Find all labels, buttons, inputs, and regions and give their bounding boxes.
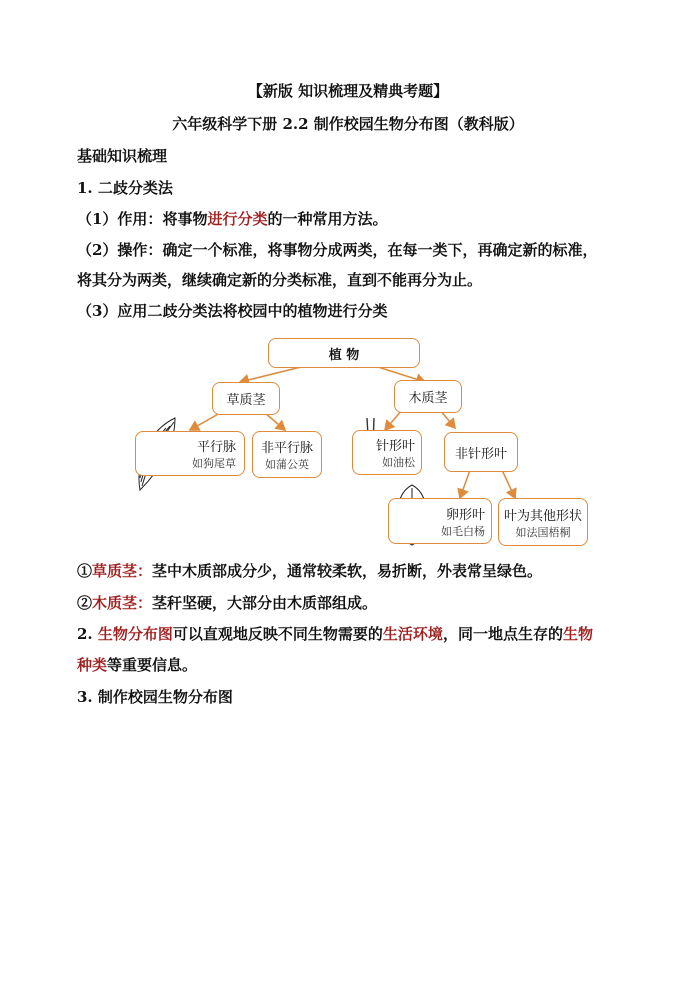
- nonparallel-example: 如蒲公英: [265, 458, 309, 471]
- node-needle-leaf: [352, 430, 422, 475]
- item1-p2-line2: 将其分为两类，继续确定新的分类标准，直到不能再分为止。: [77, 271, 483, 289]
- nonparallel-label: 非平行脉: [260, 441, 313, 456]
- node-woody-stem: 木质茎: [394, 380, 462, 413]
- note2-text: 茎秆坚硬，大部分由木质部组成。: [152, 594, 378, 612]
- item2-line1: [77, 623, 593, 644]
- item2-term1: 生物分布图: [97, 625, 173, 643]
- item2-text2: ，同一地点生存的: [442, 625, 563, 643]
- item2-text3: 等重要信息。: [107, 656, 198, 674]
- node-other-shape-leaf: [498, 498, 588, 546]
- item2-number: 2.: [77, 625, 98, 643]
- ovate-example: 如毛白杨: [441, 524, 485, 538]
- note2-term: 木质茎：: [92, 594, 153, 612]
- parallel-example: 如狗尾草: [192, 457, 236, 470]
- item2-text1: 可以直观地反映不同生物需要的: [172, 625, 383, 643]
- p1-highlight: 进行分类: [207, 210, 268, 228]
- item1-p1: [77, 208, 387, 229]
- item2-term4: 种类: [77, 656, 108, 674]
- p1-pre: （1）作用：将事物: [77, 210, 208, 228]
- other-example: 如法国梧桐: [515, 525, 571, 539]
- doc-subtitle: 六年级科学下册 2.2 制作校园生物分布图（教科版）: [172, 115, 524, 133]
- node-parallel-vein: [135, 431, 245, 476]
- node-non-needle-leaf: 非针形叶: [444, 432, 518, 472]
- ovate-label: 卵形叶: [445, 507, 485, 523]
- needle-example: 如油松: [382, 456, 415, 469]
- classification-diagram: [130, 330, 610, 550]
- note-woody: [77, 592, 377, 613]
- section-heading: 基础知识梳理: [77, 147, 168, 165]
- p1-post: 的一种常用方法。: [267, 210, 388, 228]
- node-plant: 植 物: [268, 338, 420, 368]
- item2-term2: 生活环境: [382, 625, 443, 643]
- item2-line2: [77, 654, 197, 675]
- note1-term: 草质茎：: [92, 562, 153, 580]
- other-label: 叶为其他形状: [503, 508, 582, 524]
- doc-title: 【新版 知识梳理及精典考题】: [247, 82, 449, 100]
- node-herbaceous-stem: 草质茎: [212, 382, 280, 415]
- needle-label: 针形叶: [375, 439, 415, 454]
- node-nonparallel-vein: [252, 431, 322, 478]
- item1-p3: （3）应用二歧分类法将校园中的植物进行分类: [77, 302, 388, 320]
- item3-heading: 3. 制作校园生物分布图: [77, 688, 233, 706]
- item1-p2-line1: （2）操作：确定一个标准，将事物分成两类，在每一类下，再确定新的标准，: [77, 241, 598, 259]
- item1-heading: 1. 二歧分类法: [77, 179, 173, 197]
- note-herbaceous: [77, 560, 542, 581]
- item2-term3: 生物: [562, 625, 593, 643]
- note1-text: 茎中木质部成分少，通常较柔软，易折断，外表常呈绿色。: [152, 562, 543, 580]
- note2-marker: ②: [77, 594, 93, 612]
- parallel-label: 平行脉: [196, 440, 236, 455]
- node-ovate-leaf: [388, 498, 492, 544]
- note1-marker: ①: [77, 562, 93, 580]
